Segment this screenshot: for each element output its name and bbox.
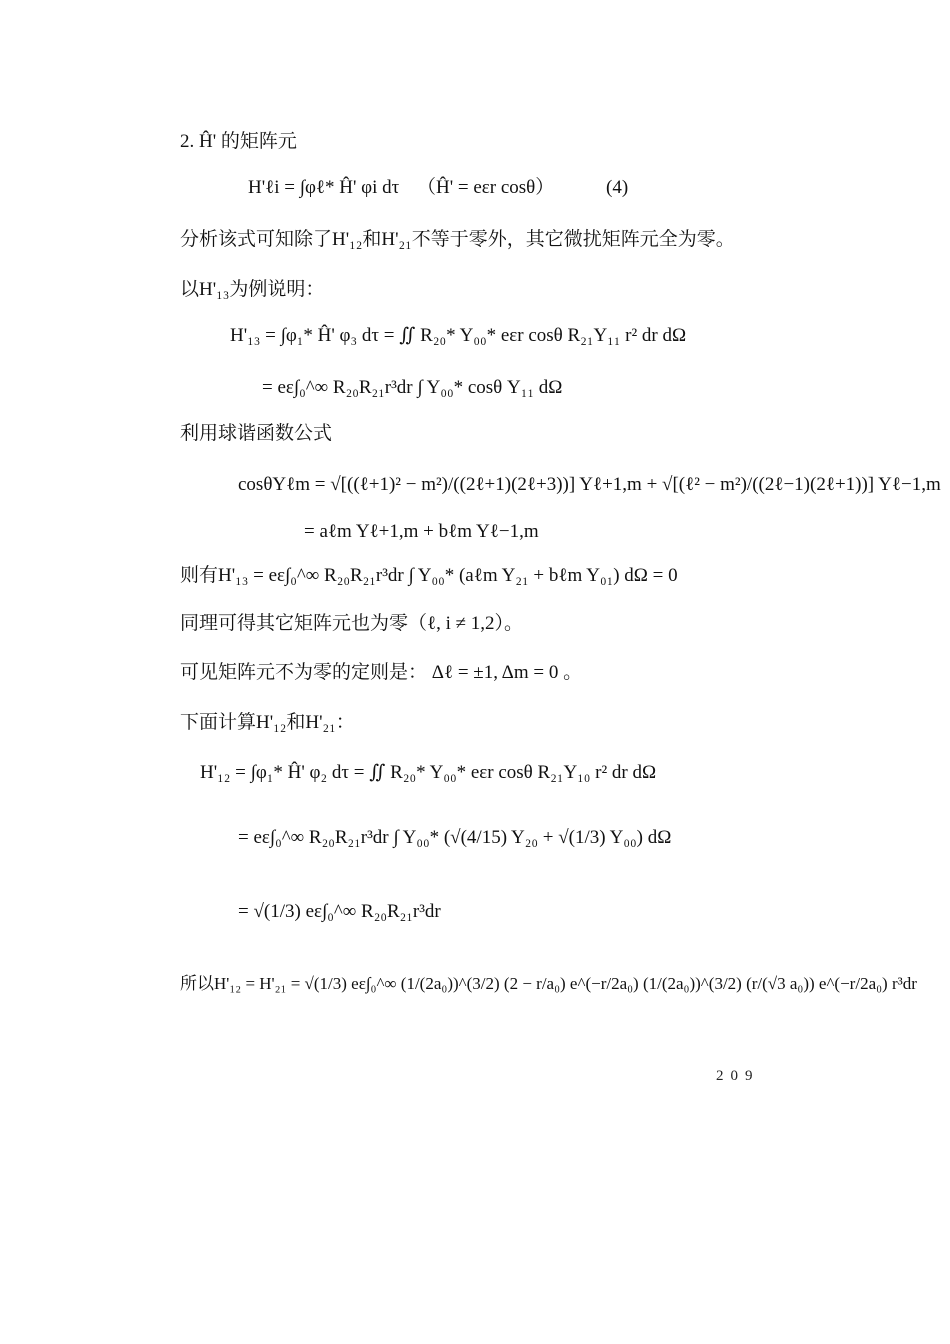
paragraph-compute-h12: 下面计算H'₁₂和H'₂₁： — [180, 712, 355, 733]
page-number: 209 — [716, 1068, 760, 1084]
equation-cos-theta-recurrence: cosθYℓm = √[((ℓ+1)² − m²)/((2ℓ+1)(2ℓ+3))] Yℓ+1,m + √[(ℓ² − m²)/((2ℓ−1)(2ℓ+1))] Yℓ−1,m — [238, 474, 941, 495]
equation-4: H'ℓi = ∫φℓ* Ĥ' φi dτ — [248, 177, 400, 198]
equation-h12-integral: H'₁₂ = ∫φ₁* Ĥ' φ₂ dτ = ∬ R₂₀* Y₀₀* eεr cosθ R₂₁Y₁₀ r² dr dΩ — [200, 762, 657, 783]
equation-4-number: (4) — [606, 177, 629, 198]
section-heading: 2. Ĥ' 的矩阵元 — [180, 131, 297, 152]
equation-recurrence-coefficients: = aℓm Yℓ+1,m + bℓm Yℓ−1,m — [304, 521, 539, 542]
equation-4-definition: （Ĥ' = eεr cosθ） — [417, 177, 555, 198]
equation-h13-separated: = eε∫₀^∞ R₂₀R₂₁r³dr ∫ Y₀₀* cosθ Y₁₁ dΩ — [262, 377, 563, 398]
paragraph-nonzero-elements: 分析该式可知除了H'₁₂和H'₂₁不等于零外，其它微扰矩阵元全为零。 — [180, 229, 735, 250]
paragraph-others-zero: 同理可得其它矩阵元也为零（ℓ, i ≠ 1,2）。 — [180, 613, 524, 634]
equation-h12-final: 所以H'₁₂ = H'₂₁ = √(1/3) eε∫₀^∞ (1/(2a₀))^(3/2) (2 − r/a₀) e^(−r/2a₀) (1/(2a₀))^(3/2) (r/(√3 a₀)) e^(−r/2a₀) r³dr — [180, 974, 917, 993]
paragraph-h13-example: 以H'₁₃为例说明： — [180, 279, 325, 300]
paragraph-selection-rule: 可见矩阵元不为零的定则是： Δℓ = ±1, Δm = 0 。 — [180, 662, 583, 683]
equation-h12-reduced: = √(1/3) eε∫₀^∞ R₂₀R₂₁r³dr — [238, 901, 441, 922]
paragraph-h13-zero: 则有H'₁₃ = eε∫₀^∞ R₂₀R₂₁r³dr ∫ Y₀₀* (aℓm Y₂₁ + bℓm Y₀₁) dΩ = 0 — [180, 565, 678, 586]
equation-h13-integral: H'₁₃ = ∫φ₁* Ĥ' φ₃ dτ = ∬ R₂₀* Y₀₀* eεr cosθ R₂₁Y₁₁ r² dr dΩ — [230, 325, 687, 346]
paragraph-spherical-harmonics: 利用球谐函数公式 — [180, 423, 333, 444]
equation-h12-separated: = eε∫₀^∞ R₂₀R₂₁r³dr ∫ Y₀₀* (√(4/15) Y₂₀ + √(1/3) Y₀₀) dΩ — [238, 827, 672, 848]
